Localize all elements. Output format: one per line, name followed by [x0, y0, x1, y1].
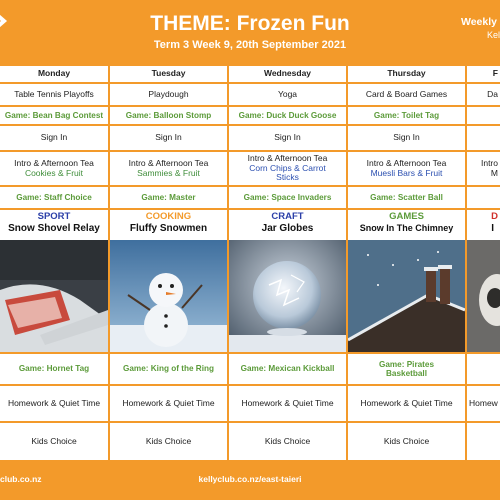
game-cell: Game: Scatter Ball [370, 192, 443, 202]
morning-activity: Card & Board Games [365, 88, 448, 99]
category-drama: D [491, 211, 498, 222]
game-cell: Game: Master [141, 192, 196, 202]
activity-title: Snow In The Chimney [359, 223, 454, 233]
category-games: GAMES [389, 211, 424, 222]
column-monday [0, 66, 108, 460]
activity-photo-shovel [0, 240, 108, 352]
day-label: Monday [37, 68, 71, 79]
game-cell: Game: Space Invaders [243, 192, 332, 202]
tea-label: Intro [480, 157, 498, 168]
tea-label: Intro & Afternoon Tea [366, 157, 447, 168]
header [0, 0, 500, 66]
sign-in: Sign In [274, 132, 301, 143]
sign-in: Sign In [155, 132, 182, 143]
tea-food: Sammies & Fruit [137, 167, 200, 178]
morning-activity: Playdough [148, 88, 189, 99]
game-line-1: Game: Pirates [378, 359, 435, 369]
page-subtitle: Term 3 Week 9, 20th September 2021 [153, 39, 347, 51]
tea-food: M [490, 167, 498, 178]
column-tuesday [110, 66, 227, 460]
weekly-label: Weekly [461, 16, 497, 28]
kids-choice: Kids Choice [383, 435, 430, 446]
kelly-label: Kel [487, 30, 500, 40]
kids-choice: Kids Choice [31, 435, 77, 446]
column-friday [467, 66, 500, 460]
game-cell: Game: King of the Ring [123, 364, 214, 374]
column-wednesday [229, 66, 346, 460]
day-label: Tuesday [151, 68, 186, 79]
kids-choice: Kids Choice [264, 435, 311, 446]
category-craft: CRAFT [271, 211, 304, 222]
game-cell: Game: Duck Duck Goose [238, 110, 337, 120]
footer-left-url: club.co.nz [0, 474, 42, 484]
footer-url[interactable]: kellyclub.co.nz/east-taieri [198, 474, 302, 484]
homework-time: Homework & Quiet Time [241, 397, 334, 408]
homework-time: Homew [469, 397, 498, 408]
game-cell: Game: Bean Bag Contest [4, 110, 104, 120]
morning-activity: Table Tennis Playoffs [14, 88, 94, 99]
sign-in: Sign In [393, 132, 420, 143]
game-cell: Game: Toilet Tag [373, 110, 440, 120]
tea-food-cont: Sticks [276, 172, 299, 183]
category-sport: SPORT [37, 211, 71, 222]
homework-time: Homework & Quiet Time [360, 397, 453, 408]
game-cell [348, 354, 465, 384]
tea-food: Cookies & Fruit [24, 167, 84, 178]
tea-label: Intro & Afternoon Tea [128, 157, 209, 168]
activity-title: Snow Shovel Relay [8, 223, 100, 234]
homework-time: Homework & Quiet Time [122, 397, 215, 408]
game-line-2: Basketball [386, 369, 427, 378]
kids-choice: Kids Choice [145, 435, 192, 446]
sign-in: Sign In [40, 132, 68, 143]
activity-photo-snowman [110, 240, 227, 352]
activity-title: I [491, 223, 494, 234]
category-cooking: COOKING [145, 211, 192, 222]
morning-activity: Yoga [277, 88, 298, 99]
afternoon-tea [0, 152, 108, 185]
tea-food: Muesli Bars & Fruit [370, 167, 443, 178]
day-label: Thursday [387, 68, 426, 79]
day-label: Wednesday [263, 68, 312, 79]
game-cell: Game: Staff Choice [16, 192, 92, 202]
activity-title: Fluffy Snowmen [129, 223, 208, 234]
afternoon-tea [110, 152, 227, 185]
activity-photo-chimney [348, 240, 465, 352]
tea-food: Corn Chips & Carrot [249, 162, 326, 173]
weekly-schedule-grid [0, 66, 500, 460]
homework-time: Homework & Quiet Time [7, 397, 101, 408]
activity-photo-globe [229, 240, 346, 352]
game-cell: Game: Hornet Tag [18, 364, 90, 374]
page-title: THEME: Frozen Fun [150, 12, 350, 35]
afternoon-tea [229, 152, 346, 185]
column-thursday [348, 66, 465, 460]
afternoon-tea [467, 152, 500, 185]
game-cell: Game: Balloon Stomp [125, 110, 212, 120]
activity-title: Jar Globes [261, 223, 314, 234]
day-label: F [492, 68, 498, 79]
game-cell: Game: Mexican Kickball [240, 364, 335, 374]
afternoon-tea [348, 152, 465, 185]
tea-label: Intro & Afternoon Tea [14, 157, 94, 168]
morning-activity: Da [487, 88, 498, 99]
activity-photo-friday [467, 240, 500, 352]
tea-label: Intro & Afternoon Tea [247, 152, 328, 163]
